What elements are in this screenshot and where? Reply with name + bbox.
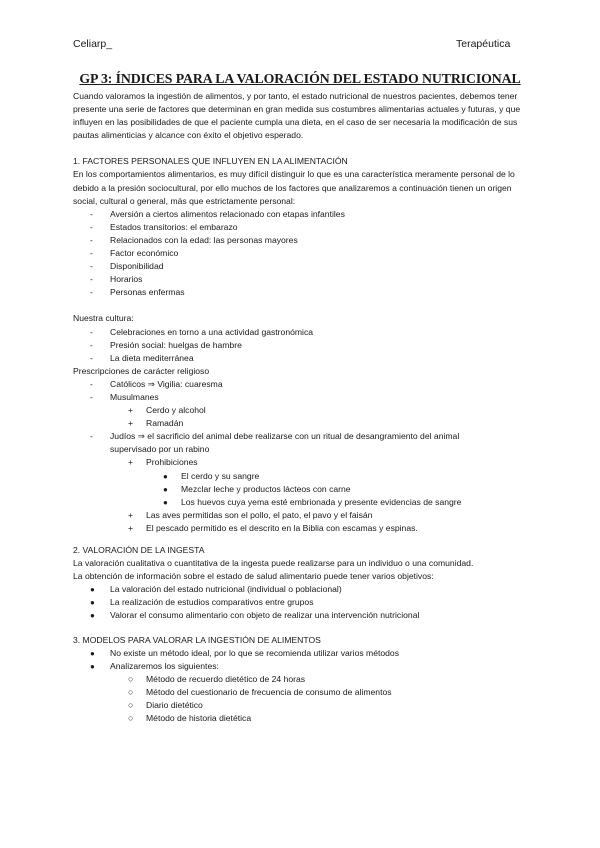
list-item: ● No existe un método ideal, por lo que se recomienda utilizar varios métodos [73,647,533,660]
dash-marker: - [90,431,93,442]
bullet-marker: ● [163,471,168,481]
dash-marker: - [90,274,93,285]
circle-marker: ○ [128,700,134,711]
section1-list [73,208,533,300]
prohibitions-sublist [73,470,533,509]
dash-marker: - [90,378,93,389]
muslim-sublist [73,404,533,430]
bullet-marker: ● [90,611,95,621]
list-item: - Factor económico [73,247,533,260]
list-item: - Horarios [73,273,533,286]
list-item: + Ramadán [73,417,533,430]
list-item: - Judíos ⇒ el sacrificio del animal debe realizarse con un ritual de desangramiento del animal [73,430,533,443]
plus-marker: + [128,522,134,533]
list-item: - Católicos ⇒ Vigilia: cuaresma [73,378,533,391]
jews-list [73,430,533,443]
list-item: ● El cerdo y su sangre [73,470,533,483]
plus-marker: + [128,509,134,520]
document-title: GP 3: ÍNDICES PARA LA VALORACIÓN DEL ESTADO NUTRICIONAL [79,71,521,86]
dash-marker: - [90,208,93,219]
list-item: + Las aves permitidas son el pollo, el pato, el pavo y el faisán [73,509,533,522]
list-item: - Relacionados con la edad: las personas mayores [73,234,533,247]
bullet-marker: ● [163,484,168,494]
bullet-marker: ● [90,598,95,608]
list-item: ○ Método del cuestionario de frecuencia de consumo de alimentos [73,686,533,699]
list-item: - Celebraciones en torno a una actividad gastronómica [73,326,533,339]
list-item: - Presión social: huelgas de hambre [73,339,533,352]
list-item: ● Los huevos cuya yema esté embrionada y presente evidencias de sangre [73,496,533,509]
document-body [73,90,533,725]
dash-marker: - [90,339,93,350]
section3-heading: 3. MODELOS PARA VALORAR LA INGESTIÓN DE ALIMENTOS [73,634,321,645]
list-item: - Disponibilidad [73,260,533,273]
section2-heading: 2. VALORACIÓN DE LA INGESTA [73,545,205,555]
jews-sublist [73,456,533,469]
dash-marker: - [90,391,93,402]
list-item: ○ Método de recuerdo dietético de 24 horas [73,673,533,686]
plus-marker: + [128,418,134,429]
religious-label: Prescripciones de carácter religioso [73,365,210,376]
section2-list [73,583,533,622]
dash-marker: - [90,352,93,363]
list-item: - Personas enfermas [73,286,533,299]
list-item: + Cerdo y alcohol [73,404,533,417]
dash-marker: - [90,248,93,259]
bullet-marker: ● [90,661,95,671]
jews-continuation: supervisado por un rabino [110,444,210,455]
circle-marker: ○ [128,673,134,684]
plus-marker: + [128,405,134,416]
bullet-marker: ● [163,497,168,507]
culture-label: Nuestra cultura: [73,313,134,324]
list-item: ● Mezclar leche y productos lácteos con carne [73,483,533,496]
section2-text2: La obtención de información sobre el estado de salud alimentario puede tener varios objetivos: [73,571,434,582]
list-item: + Prohibiciones [73,456,533,469]
list-item: ● Valorar el consumo alimentario con objeto de realizar una intervención nutricional [73,609,533,622]
section1-heading: 1. FACTORES PERSONALES QUE INFLUYEN EN LA ALIMENTACIÓN [73,156,348,167]
list-item: ○ Diario dietético [73,699,533,712]
circle-marker: ○ [128,713,134,724]
list-item: - Aversión a ciertos alimentos relacionado con etapas infantiles [73,208,533,221]
bullet-marker: ● [90,585,95,595]
section2-text1: La valoración cualitativa o cuantitativa de la ingesta puede realizarse para un individuo o una comunidad. [73,558,474,569]
methods-sublist [73,673,533,725]
bullet-marker: ● [90,648,95,658]
dash-marker: - [90,234,93,245]
culture-list [73,326,533,365]
list-item: ● La valoración del estado nutricional (individual o poblacional) [73,583,533,596]
dash-marker: - [90,287,93,298]
dash-marker: - [90,221,93,232]
list-item: - Estados transitorios: el embarazo [73,221,533,234]
dash-marker: - [90,261,93,272]
plus-marker: + [128,457,134,468]
section1-text: En los comportamientos alimentarios, es muy difícil distinguir lo que es una característica meramente personal de lo debido a la presión sociocultural, por ello muchos de los factores que analizaremos a continuación tienen un origen social, cultural o general, más que estrictamente personal: [73,169,515,206]
list-item: ● Analizaremos los siguientes: [73,660,533,673]
list-item: - Musulmanes [73,391,533,404]
section3-list [73,647,533,673]
jews-extra-sublist [73,509,533,535]
header-right: Terapéutica [456,38,511,50]
list-item: ○ Método de historia dietética [73,712,533,725]
list-item: - La dieta mediterránea [73,352,533,365]
religious-list [73,378,533,404]
circle-marker: ○ [128,686,134,697]
header-left: Celiarp_ [73,38,113,50]
list-item: + El pescado permitido es el descrito en la Biblia con escamas y espinas. [73,522,533,535]
dash-marker: - [90,326,93,337]
intro-paragraph: Cuando valoramos la ingestión de alimentos, y por tanto, el estado nutricional de nuestros pacientes, debemos tener presente una serie de factores que determinan en gran medida sus costumbres alimentarias actuales y futuras, y que influyen en las posibilidades de que el paciente cumpla una dieta, en el caso de ser necesaria la modificación de sus pautas alimenticias y alcance con éxito el objetivo esperado. [73,91,521,141]
list-item: ● La realización de estudios comparativos entre grupos [73,596,533,609]
